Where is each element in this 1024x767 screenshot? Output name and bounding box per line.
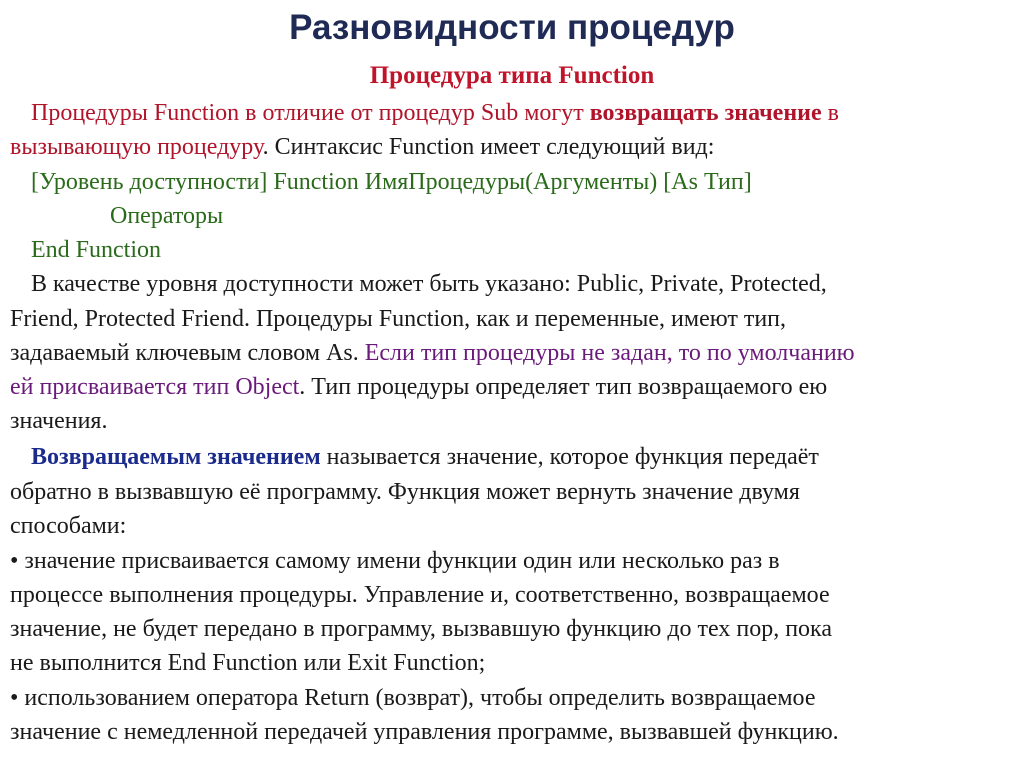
text-run-bold: возвращать значение bbox=[589, 100, 822, 126]
text-run: . Синтаксис Function имеет следующий вид: bbox=[262, 134, 715, 160]
paragraph-line: способами: bbox=[10, 513, 127, 539]
text-run-highlight: ей присваивается тип Object bbox=[10, 374, 300, 400]
paragraph-line bbox=[10, 132, 714, 162]
paragraph-line: значение, не будет передано в программу, вызвавшую функцию до тех пор, пока bbox=[10, 616, 832, 642]
paragraph-line bbox=[10, 372, 827, 402]
text-run-term: Возвращаемым значением bbox=[31, 444, 321, 470]
text-run: называется значение, которое функция передаёт bbox=[320, 444, 819, 470]
text-run: вызывающую процедуру bbox=[10, 134, 263, 160]
paragraph-line: значения. bbox=[10, 408, 108, 434]
paragraph-line: процессе выполнения процедуры. Управление и, соответственно, возвращаемое bbox=[10, 582, 830, 608]
paragraph-line bbox=[31, 442, 819, 472]
slide-title: Разновидности процедур bbox=[289, 8, 735, 47]
paragraph-line: значение с немедленной передачей управления программе, вызвавшей функцию. bbox=[10, 719, 839, 745]
text-run: Процедуры Function в отличие от процедур Sub могут bbox=[31, 100, 590, 126]
paragraph-line bbox=[10, 338, 855, 368]
bullet-line: • значение присваивается самому имени функции один или несколько раз в bbox=[10, 548, 780, 574]
paragraph-line: В качестве уровня доступности может быть указано: Public, Private, Protected, bbox=[31, 271, 827, 297]
text-run: задаваемый ключевым словом As. bbox=[10, 340, 365, 366]
slide-subtitle: Процедура типа Function bbox=[369, 62, 655, 89]
paragraph-line: обратно в вызвавшую её программу. Функция может вернуть значение двумя bbox=[10, 479, 800, 505]
syntax-line: End Function bbox=[31, 237, 161, 263]
text-run: . Тип процедуры определяет тип возвращаемого ею bbox=[299, 374, 828, 400]
bullet-line: • использованием оператора Return (возврат), чтобы определить возвращаемое bbox=[10, 685, 816, 711]
text-run-highlight: Если тип процедуры не задан, то по умолчанию bbox=[364, 340, 855, 366]
paragraph-line: Friend, Protected Friend. Процедуры Function, как и переменные, имеют тип, bbox=[10, 306, 787, 332]
paragraph-line bbox=[31, 98, 839, 128]
syntax-line: [Уровень доступности] Function ИмяПроцедуры(Аргументы) [As Тип] bbox=[31, 169, 752, 195]
paragraph-line: не выполнится End Function или Exit Function; bbox=[10, 650, 486, 676]
text-run: в bbox=[821, 100, 839, 126]
syntax-line: Операторы bbox=[110, 203, 224, 229]
